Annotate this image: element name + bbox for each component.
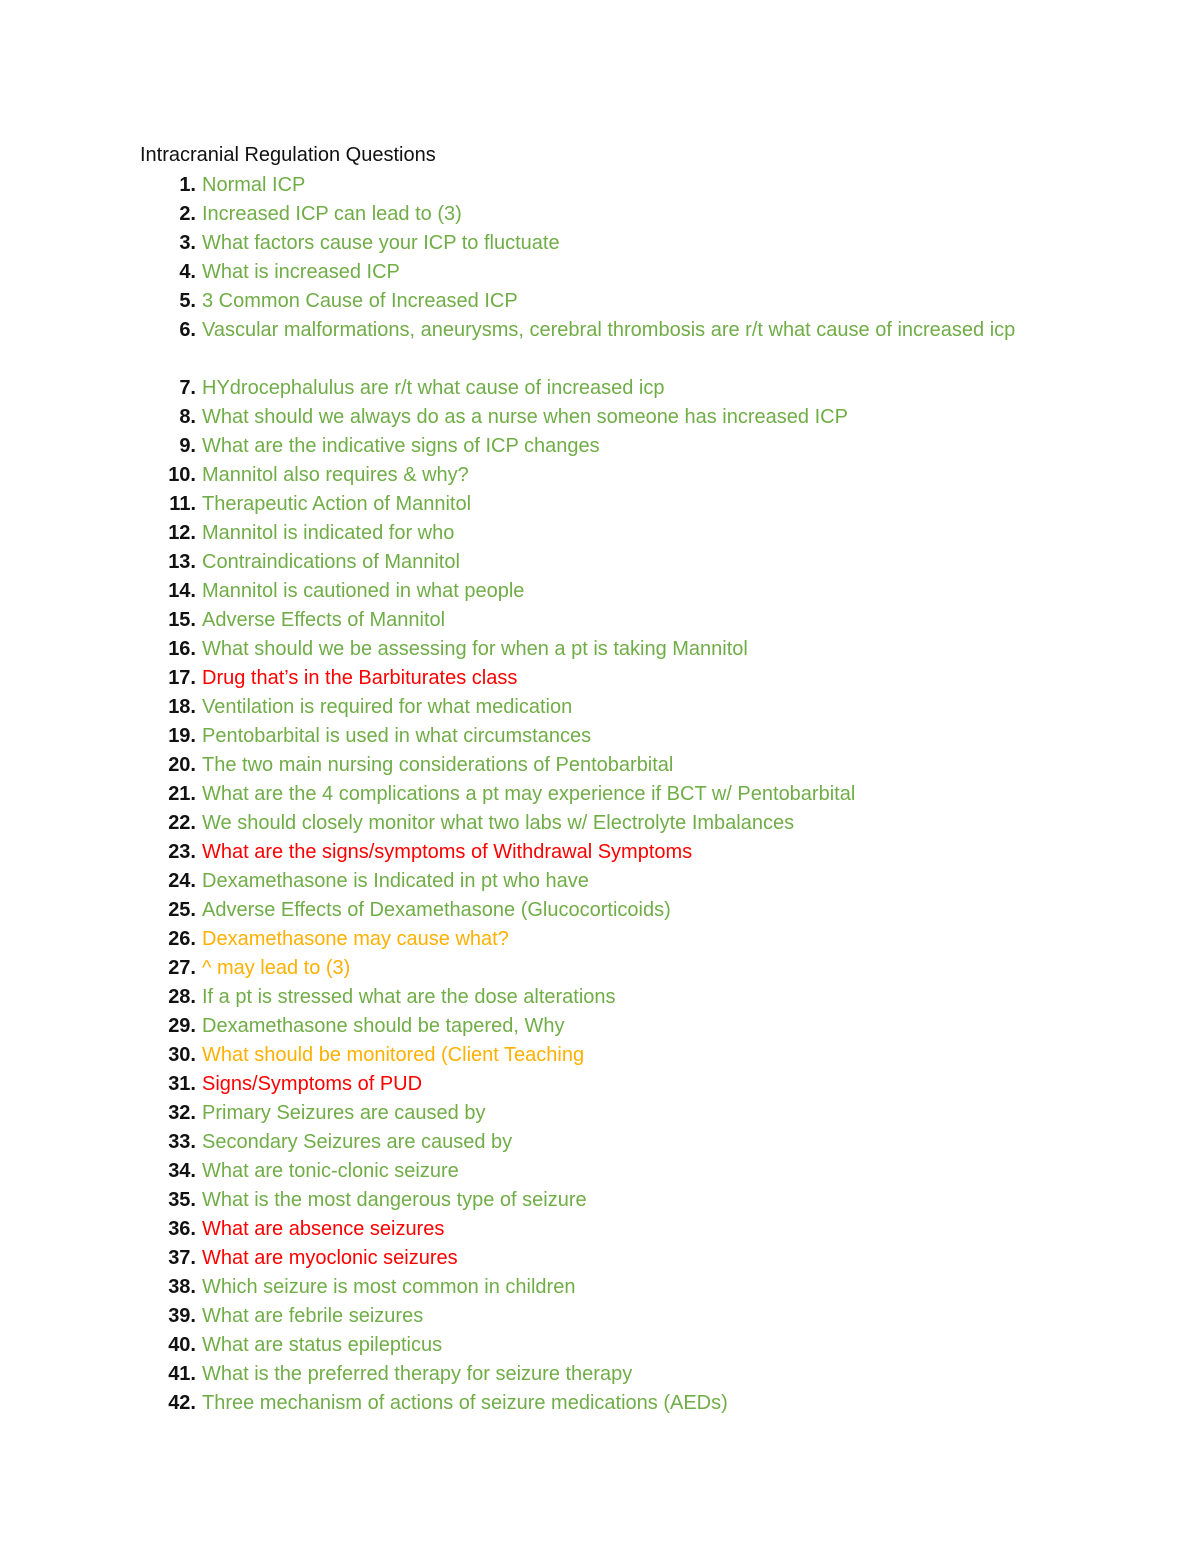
question-item bbox=[140, 1186, 1060, 1215]
question-item bbox=[140, 838, 1060, 867]
question-number: 17. bbox=[168, 667, 196, 689]
question-number: 15. bbox=[168, 609, 196, 631]
question-number: 34. bbox=[168, 1160, 196, 1182]
question-number: 9. bbox=[179, 435, 196, 457]
question-number: 7. bbox=[179, 377, 196, 399]
question-number: 20. bbox=[168, 754, 196, 776]
question-item bbox=[140, 577, 1060, 606]
question-item bbox=[140, 1128, 1060, 1157]
question-text: What factors cause your ICP to fluctuate bbox=[202, 232, 560, 254]
question-number: 40. bbox=[168, 1334, 196, 1356]
question-number: 42. bbox=[168, 1392, 196, 1414]
question-item bbox=[140, 867, 1060, 896]
question-item bbox=[140, 635, 1060, 664]
question-number: 12. bbox=[168, 522, 196, 544]
question-item bbox=[140, 200, 1060, 229]
question-number: 16. bbox=[168, 638, 196, 660]
question-number: 38. bbox=[168, 1276, 196, 1298]
question-number: 31. bbox=[168, 1073, 196, 1095]
question-text: Pentobarbital is used in what circumstances bbox=[202, 725, 592, 747]
question-number: 23. bbox=[168, 841, 196, 863]
question-number: 26. bbox=[168, 928, 196, 950]
question-text: Primary Seizures are caused by bbox=[202, 1102, 486, 1124]
question-number: 33. bbox=[168, 1131, 196, 1153]
question-number: 29. bbox=[168, 1015, 196, 1037]
question-number: 22. bbox=[168, 812, 196, 834]
question-number: 2. bbox=[179, 203, 196, 225]
question-text: Normal ICP bbox=[202, 174, 306, 196]
question-text: Signs/Symptoms of PUD bbox=[202, 1073, 423, 1095]
question-text: If a pt is stressed what are the dose alterations bbox=[202, 986, 616, 1008]
question-item bbox=[140, 1215, 1060, 1244]
question-text: Mannitol is cautioned in what people bbox=[202, 580, 525, 602]
question-text: What should we always do as a nurse when someone has increased ICP bbox=[202, 406, 848, 428]
question-item bbox=[140, 229, 1060, 258]
question-text: What are myoclonic seizures bbox=[202, 1247, 458, 1269]
question-item bbox=[140, 1099, 1060, 1128]
question-item bbox=[140, 925, 1060, 954]
question-item bbox=[140, 1360, 1060, 1389]
question-text: Increased ICP can lead to (3) bbox=[202, 203, 462, 225]
question-text: What are febrile seizures bbox=[202, 1305, 424, 1327]
question-item bbox=[140, 258, 1060, 287]
question-text: What should we be assessing for when a pt is taking Mannitol bbox=[202, 638, 748, 660]
question-item bbox=[140, 287, 1060, 316]
question-number: 30. bbox=[168, 1044, 196, 1066]
question-item bbox=[140, 316, 1060, 374]
question-item bbox=[140, 374, 1060, 403]
question-number: 19. bbox=[168, 725, 196, 747]
question-text: What is the preferred therapy for seizure therapy bbox=[202, 1363, 633, 1385]
question-text: Vascular malformations, aneurysms, cerebral thrombosis are r/t what cause of increased icp bbox=[202, 319, 1016, 341]
question-item bbox=[140, 954, 1060, 983]
question-number: 8. bbox=[179, 406, 196, 428]
question-item bbox=[140, 1012, 1060, 1041]
question-number: 39. bbox=[168, 1305, 196, 1327]
question-list bbox=[140, 171, 1060, 1418]
question-item bbox=[140, 780, 1060, 809]
question-number: 1. bbox=[179, 174, 196, 196]
question-text: What is increased ICP bbox=[202, 261, 400, 283]
question-item bbox=[140, 171, 1060, 200]
question-number: 36. bbox=[168, 1218, 196, 1240]
question-text: Which seizure is most common in children bbox=[202, 1276, 576, 1298]
question-text: 3 Common Cause of Increased ICP bbox=[202, 290, 518, 312]
question-item bbox=[140, 896, 1060, 925]
question-text: HYdrocephalulus are r/t what cause of increased icp bbox=[202, 377, 665, 399]
question-text: The two main nursing considerations of Pentobarbital bbox=[202, 754, 674, 776]
question-number: 41. bbox=[168, 1363, 196, 1385]
question-text: What are the 4 complications a pt may experience if BCT w/ Pentobarbital bbox=[202, 783, 856, 805]
question-text: We should closely monitor what two labs w/ Electrolyte Imbalances bbox=[202, 812, 795, 834]
question-text: What are status epilepticus bbox=[202, 1334, 443, 1356]
question-number: 13. bbox=[168, 551, 196, 573]
question-item bbox=[140, 606, 1060, 635]
question-text: What are the signs/symptoms of Withdrawal Symptoms bbox=[202, 841, 693, 863]
question-number: 6. bbox=[179, 319, 196, 341]
question-item bbox=[140, 751, 1060, 780]
question-number: 18. bbox=[168, 696, 196, 718]
question-number: 11. bbox=[169, 493, 196, 515]
question-item bbox=[140, 693, 1060, 722]
question-number: 37. bbox=[168, 1247, 196, 1269]
question-text: Dexamethasone may cause what? bbox=[202, 928, 509, 950]
question-number: 32. bbox=[168, 1102, 196, 1124]
question-item bbox=[140, 1157, 1060, 1186]
question-number: 25. bbox=[168, 899, 196, 921]
question-text: What should be monitored (Client Teaching bbox=[202, 1044, 585, 1066]
question-number: 3. bbox=[179, 232, 196, 254]
question-item bbox=[140, 490, 1060, 519]
question-item bbox=[140, 548, 1060, 577]
question-item bbox=[140, 1389, 1060, 1418]
question-number: 10. bbox=[168, 464, 196, 486]
question-number: 4. bbox=[179, 261, 196, 283]
question-item bbox=[140, 664, 1060, 693]
question-text: Dexamethasone should be tapered, Why bbox=[202, 1015, 565, 1037]
question-text: Dexamethasone is Indicated in pt who have bbox=[202, 870, 589, 892]
question-number: 27. bbox=[168, 957, 196, 979]
question-item bbox=[140, 432, 1060, 461]
question-text: Adverse Effects of Mannitol bbox=[202, 609, 446, 631]
question-number: 21. bbox=[168, 783, 196, 805]
question-item bbox=[140, 1070, 1060, 1099]
question-item bbox=[140, 809, 1060, 838]
question-item bbox=[140, 461, 1060, 490]
question-item bbox=[140, 1273, 1060, 1302]
question-item bbox=[140, 1244, 1060, 1273]
question-text: What are absence seizures bbox=[202, 1218, 445, 1240]
question-text: Mannitol is indicated for who bbox=[202, 522, 455, 544]
question-number: 5. bbox=[179, 290, 196, 312]
question-item bbox=[140, 983, 1060, 1012]
question-item bbox=[140, 1331, 1060, 1360]
question-item bbox=[140, 519, 1060, 548]
question-text: Mannitol also requires & why? bbox=[202, 464, 469, 486]
question-text: Adverse Effects of Dexamethasone (Glucocorticoids) bbox=[202, 899, 671, 921]
question-text: Contraindications of Mannitol bbox=[202, 551, 460, 573]
question-number: 28. bbox=[168, 986, 196, 1008]
question-item bbox=[140, 1302, 1060, 1331]
question-text: Ventilation is required for what medication bbox=[202, 696, 573, 718]
question-number: 14. bbox=[168, 580, 196, 602]
question-text: Therapeutic Action of Mannitol bbox=[202, 493, 472, 515]
question-text: Three mechanism of actions of seizure medications (AEDs) bbox=[202, 1392, 728, 1414]
question-text: Drug that’s in the Barbiturates class bbox=[202, 667, 518, 689]
question-item bbox=[140, 403, 1060, 432]
document-title: Intracranial Regulation Questions bbox=[140, 144, 436, 166]
question-text: ^ may lead to (3) bbox=[202, 957, 351, 979]
question-text: What are the indicative signs of ICP changes bbox=[202, 435, 600, 457]
question-number: 35. bbox=[168, 1189, 196, 1211]
question-text: What are tonic-clonic seizure bbox=[202, 1160, 459, 1182]
question-item bbox=[140, 1041, 1060, 1070]
question-item bbox=[140, 722, 1060, 751]
question-text: Secondary Seizures are caused by bbox=[202, 1131, 513, 1153]
question-number: 24. bbox=[168, 870, 196, 892]
question-text: What is the most dangerous type of seizure bbox=[202, 1189, 587, 1211]
